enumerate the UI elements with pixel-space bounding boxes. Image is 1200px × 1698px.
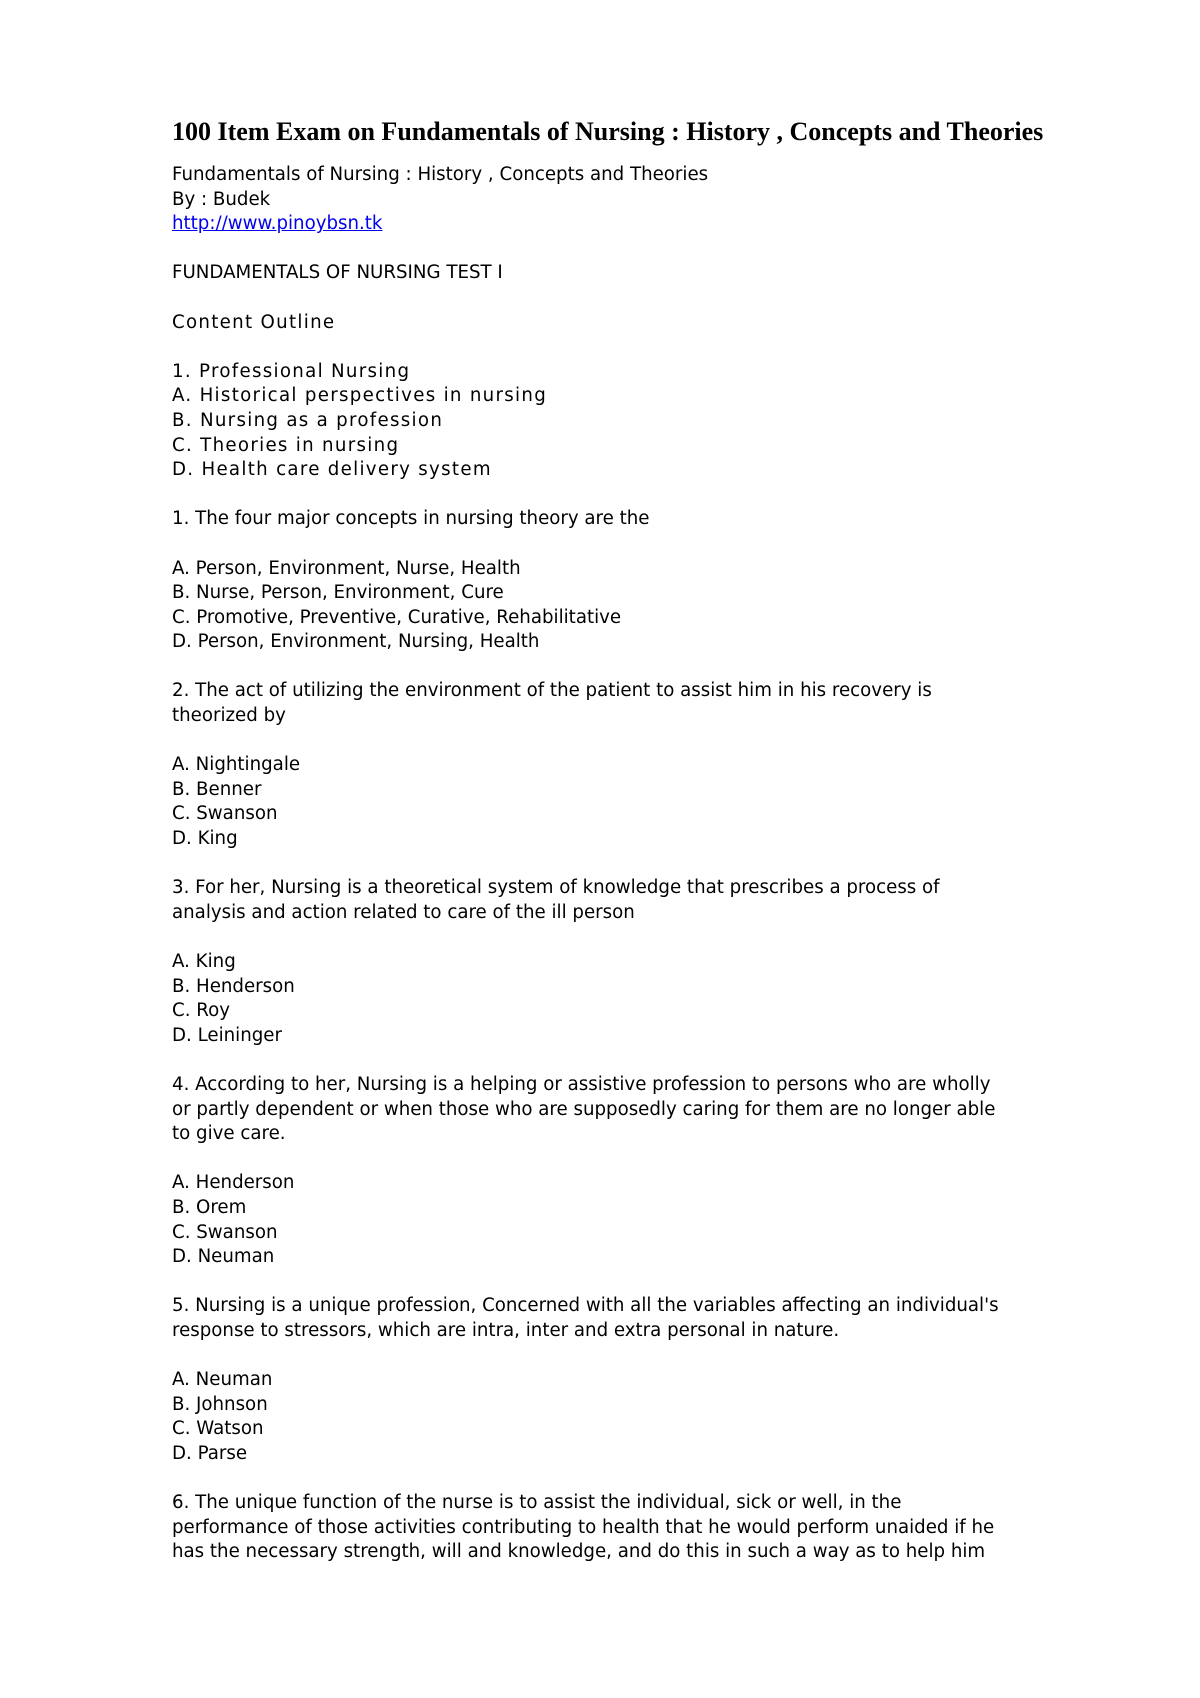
spacer — [172, 852, 1102, 877]
answer-option: C. Swanson — [172, 803, 278, 825]
spacer — [172, 237, 1102, 262]
spacer — [172, 532, 1102, 557]
outline-heading: Content Outline — [172, 311, 336, 333]
question-text: 3. For her, Nursing is a theoretical system of knowledge that prescribes a process of — [172, 877, 940, 899]
answer-option: B. Benner — [172, 778, 262, 800]
answer-option: B. Nurse, Person, Environment, Cure — [172, 582, 504, 604]
question-6 — [172, 1491, 1102, 1565]
question-text: 1. The four major concepts in nursing theory are the — [172, 508, 650, 530]
test-heading: FUNDAMENTALS OF NURSING TEST I — [172, 262, 503, 284]
answer-option: C. Swanson — [172, 1221, 278, 1243]
outline-item: 1. Professional Nursing — [172, 360, 411, 382]
outline-item: B. Nursing as a profession — [172, 409, 444, 431]
spacer — [172, 1270, 1102, 1295]
answer-option: A. Nightingale — [172, 754, 301, 776]
document-body — [172, 163, 1102, 1565]
spacer — [172, 1466, 1102, 1491]
answer-option: A. King — [172, 951, 236, 972]
question-text: 5. Nursing is a unique profession, Concerned with all the variables affecting an individual's — [172, 1295, 999, 1317]
answer-option: A. Person, Environment, Nurse, Health — [172, 557, 521, 579]
document-link-line — [172, 212, 1102, 237]
document-title: 100 Item Exam on Fundamentals of Nursing : History , Concepts and Theories — [172, 117, 1044, 146]
spacer — [172, 286, 1102, 311]
spacer — [172, 655, 1102, 680]
answer-option: C. Roy — [172, 1000, 230, 1022]
question-text: has the necessary strength, will and knowledge, and do this in such a way as to help him — [172, 1541, 986, 1563]
answer-option: B. Orem — [172, 1196, 247, 1218]
question-text: analysis and action related to care of the ill person — [172, 901, 635, 923]
document-page — [172, 115, 1102, 1565]
question-text: 4. According to her, Nursing is a helping or assistive profession to persons who are wholly — [172, 1073, 991, 1095]
spacer — [172, 1048, 1102, 1073]
answer-option: B. Henderson — [172, 975, 295, 997]
question-2 — [172, 679, 1102, 851]
answer-option: D. Leininger — [172, 1024, 282, 1046]
outline-item: D. Health care delivery system — [172, 459, 492, 481]
answer-option: C. Promotive, Preventive, Curative, Rehabilitative — [172, 606, 622, 628]
answer-option: D. King — [172, 828, 238, 850]
answer-option: D. Neuman — [172, 1246, 275, 1268]
answer-option: B. Johnson — [172, 1393, 268, 1415]
answer-option: D. Parse — [172, 1442, 248, 1464]
question-1 — [172, 507, 1102, 655]
content-outline — [172, 360, 1102, 483]
question-3 — [172, 876, 1102, 1048]
spacer — [172, 1147, 1102, 1172]
spacer — [172, 729, 1102, 754]
question-4 — [172, 1073, 1102, 1270]
question-text: performance of those activities contributing to health that he would perform unaided if he — [172, 1516, 995, 1538]
document-author: By : Budek — [172, 188, 271, 210]
spacer — [172, 483, 1102, 508]
question-text: 2. The act of utilizing the environment of the patient to assist him in his recovery is — [172, 680, 932, 702]
question-text: response to stressors, which are intra, inter and extra personal in nature. — [172, 1319, 840, 1341]
spacer — [172, 1344, 1102, 1369]
answer-option: C. Watson — [172, 1418, 264, 1440]
answer-option: A. Henderson — [172, 1172, 295, 1194]
question-text: 6. The unique function of the nurse is to assist the individual, sick or well, in the — [172, 1492, 902, 1514]
answer-option: A. Neuman — [172, 1369, 273, 1391]
question-text: or partly dependent or when those who are supposedly caring for them are no longer able — [172, 1098, 996, 1120]
question-5 — [172, 1294, 1102, 1466]
question-text: theorized by — [172, 705, 286, 727]
spacer — [172, 925, 1102, 950]
outline-item: C. Theories in nursing — [172, 434, 400, 456]
answer-option: D. Person, Environment, Nursing, Health — [172, 631, 540, 653]
spacer — [172, 335, 1102, 360]
outline-item: A. Historical perspectives in nursing — [172, 385, 548, 407]
document-subtitle: Fundamentals of Nursing : History , Concepts and Theories — [172, 164, 709, 185]
pinoybsn-link[interactable]: http://www.pinoybsn.tk — [172, 213, 383, 235]
question-text: to give care. — [172, 1123, 286, 1145]
